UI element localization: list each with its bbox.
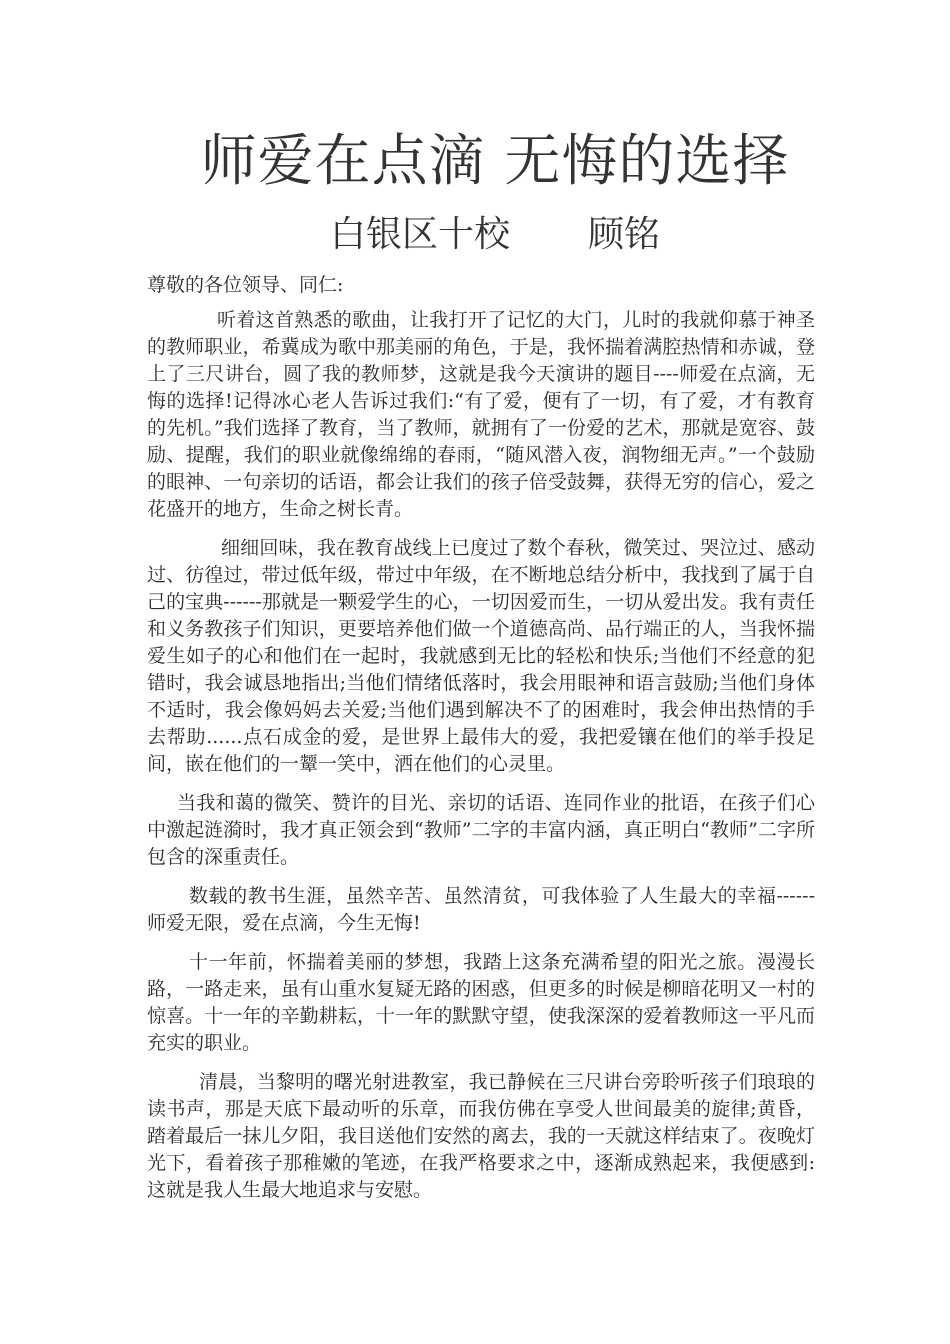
paragraph: 当我和蔼的微笑、赞许的目光、亲切的话语、连同作业的批语，在孩子们心中激起涟漪时，我才真正领会到“教师”二字的丰富内涵，真正明白“教师”二字所包含的深重责任。 <box>147 792 815 868</box>
author-name: 顾铭 <box>588 214 661 255</box>
document-body <box>147 272 815 1216</box>
paragraph: 听着这首熟悉的歌曲，让我打开了记忆的大门，儿时的我就仰慕于神圣的教师职业，希冀成为歌中那美丽的角色，于是，我怀揣着满腔热情和赤诚，登上了三尺讲台，圆了我的教师梦，这就是我今天演讲的题目----师爱在点滴，无悔的选择!记得冰心老人告诉过我们:“有了爱，便有了一切，有了爱，才有教育的先机。”我们选择了教育，当了教师，就拥有了一份爱的艺术，那就是宽容、鼓励、提醒，我们的职业就像绵绵的春雨，“随风潜入夜，润物细无声。”一个鼓励的眼神、一句亲切的话语，都会让我们的孩子倍受鼓舞，获得无穷的信心，爱之花盛开的地方，生命之树长青。 <box>147 309 815 520</box>
author-school: 白银区十校 <box>329 214 510 255</box>
document-byline <box>0 212 950 258</box>
paragraph: 十一年前，怀揣着美丽的梦想，我踏上这条充满希望的阳光之旅。漫漫长路，一路走来，虽有山重水复疑无路的困惑，但更多的时候是柳暗花明又一村的惊喜。十一年的辛勤耕耘，十一年的默默守望，使我深深的爱着教师这一平凡而充实的职业。 <box>147 951 815 1054</box>
paragraph: 细细回味，我在教育战线上已度过了数个春秋，微笑过、哭泣过、感动过、彷徨过，带过低年级，带过中年级，在不断地总结分析中，我找到了属于自己的宝典------那就是一颗爱学生的心，一切因爱而生，一切从爱出发。我有责任和义务教孩子们知识，更要培养他们做一个道德高尚、品行端正的人，当我怀揣爱生如子的心和他们在一起时，我就感到无比的轻松和快乐;当他们不经意的犯错时，我会诚恳地指出;当他们情绪低落时，我会用眼神和语言鼓励;当他们身体不适时，我会像妈妈去关爱;当他们遇到解决不了的困难时，我会伸出热情的手去帮助......点石成金的爱，是世界上最伟大的爱，我把爱镶在他们的举手投足间，嵌在他们的一颦一笑中，洒在他们的心灵里。 <box>147 537 815 775</box>
document-title: 师爱在点滴 无悔的选择 <box>200 129 790 194</box>
paragraph: 清晨，当黎明的曙光射进教室，我已静候在三尺讲台旁聆听孩子们琅琅的读书声，那是天底下最动听的乐章，而我仿佛在享受人世间最美的旋律;黄昏，踏着最后一抹儿夕阳，我目送他们安然的离去，我的一天就这样结束了。夜晚灯光下，看着孩子那稚嫩的笔迹，在我严格要求之中，逐渐成熟起来，我便感到:这就是我人生最大地追求与安慰。 <box>147 1071 815 1201</box>
paragraph: 数载的教书生涯，虽然辛苦、虽然清贫，可我体验了人生最大的幸福------师爱无限，爱在点滴，今生无悔! <box>147 885 815 934</box>
greeting: 尊敬的各位领导、同仁: <box>147 274 344 296</box>
